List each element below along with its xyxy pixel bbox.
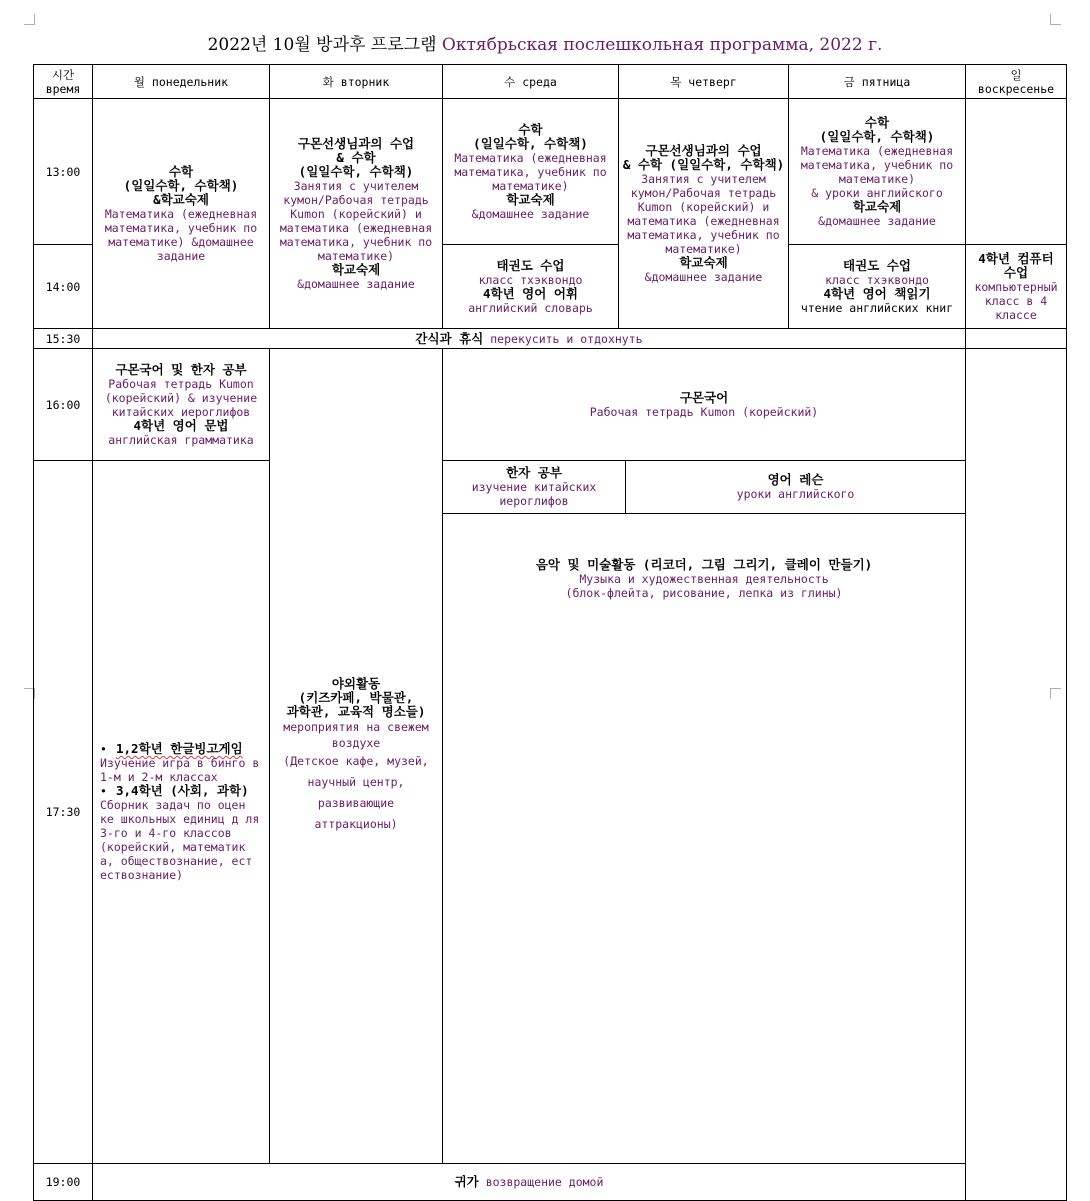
bingo-list <box>96 742 266 882</box>
inner-table <box>443 461 965 645</box>
row-1300 <box>34 99 1067 245</box>
header-thursday: 목 четверг <box>619 65 789 99</box>
cell-return-home: 귀가 возвращение домой <box>93 1164 966 1201</box>
document-title <box>0 30 1090 55</box>
title-korean: 2022년 10월 방과후 프로그램 <box>207 35 437 55</box>
row-1900 <box>34 1164 1067 1201</box>
cell-mon-bingo <box>93 461 270 1164</box>
row-1730 <box>34 461 1067 1164</box>
header-sunday: 일 воскресенье <box>966 65 1067 99</box>
row-1600 <box>34 349 1067 461</box>
cell-tue-outdoor: 야외활동 (키즈카페, 박물관, 과학관, 교육적 명소들) мероприятия на свежем воздухе (Детское кафе, музей, научный центр, развивающие аттракционы) <box>270 349 443 1164</box>
cell-sun-empty <box>966 349 1067 1201</box>
time-cell: 19:00 <box>34 1164 93 1201</box>
time-cell: 17:30 <box>34 461 93 1164</box>
cell-mon-math: 수학 (일일수학, 수학책) &학교숙제 Математика (ежедневная математика, учебник по математике) &домашнее задание <box>93 99 270 329</box>
page-corner-mark <box>24 14 35 25</box>
cell-sun-computer: 4학년 컴퓨터 수업 компьютерный класс в 4 классе <box>966 245 1067 329</box>
header-row <box>34 65 1067 99</box>
cell-wed-taekwondo: 태권도 수업 класс тхэквондо 4학년 영어 어휘 английский словарь <box>443 245 619 329</box>
cell-sun-empty <box>966 329 1067 349</box>
header-friday: 금 пятница <box>789 65 966 99</box>
time-cell: 13:00 <box>34 99 93 245</box>
cell-tue-kumon-math: 구몬선생님과의 수업 & 수학 (일일수학, 수학책) Занятия с учителем кумон/Рабочая тетрадь Kumon (корейский) и математика (ежедневная математика, учебник по математике) 학교숙제 &домашнее задание <box>270 99 443 329</box>
cell-wed-math: 수학 (일일수학, 수학책) Математика (ежедневная математика, учебник по математике) 학교숙제 &домашнее задание <box>443 99 619 245</box>
time-cell: 15:30 <box>34 329 93 349</box>
cell-thu-kumon-math: 구몬선생님과의 수업 & 수학 (일일수학, 수학책) Занятия с учителем кумон/Рабочая тетрадь Kumon (корейский) и математика (ежедневная математика, учебник по математике) 학교숙제 &домашнее задание <box>619 99 789 329</box>
page-corner-mark <box>1050 14 1061 25</box>
cell-kumon-korean: 구몬국어 Рабочая тетрадь Kumon (корейский) <box>443 349 966 461</box>
cell-wed-thu-combined <box>443 461 966 1164</box>
time-cell: 16:00 <box>34 349 93 461</box>
list-item: • 3,4학년 (사회, 과학) <box>100 783 249 798</box>
cell-wed-hanja: 한자 공부 изучение китайских иероглифов <box>443 461 626 513</box>
cell-fri-math: 수학 (일일수학, 수학책) Математика (ежедневная математика, учебник по математике) & уроки английского 학교숙제 &домашнее задание <box>789 99 966 245</box>
header-time: 시간 время <box>34 65 93 99</box>
cell-mon-kumon-hanja: 구몬국어 및 한자 공부 Рабочая тетрадь Kumon (корейский) & изучение китайских иероглифов 4학년 영어 문법 английская грамматика <box>93 349 270 461</box>
header-tuesday: 화 вторник <box>270 65 443 99</box>
cell-fri-taekwondo: 태권도 수업 класс тхэквондо 4학년 영어 책읽기 чтение английских книг <box>789 245 966 329</box>
title-russian: Октябрьская послешкольная программа, 2022 г. <box>441 35 883 55</box>
list-item: Сборник задач по оцен ке школьных единиц д ля 3-го и 4-го классов (корейский, математик а, обществознание, ест ествознание) <box>100 798 260 882</box>
cell-thu-english: 영어 레슨 уроки английского <box>626 461 966 513</box>
schedule-table <box>33 64 1067 1201</box>
header-wednesday: 수 среда <box>443 65 619 99</box>
list-item: Изучение игра в бинго в 1-м и 2-м классах <box>100 756 260 784</box>
header-monday: 월 понедельник <box>93 65 270 99</box>
cell-snack-break: 간식과 휴식 перекусить и отдохнуть <box>93 329 966 349</box>
cell-sun-empty <box>966 99 1067 245</box>
time-cell: 14:00 <box>34 245 93 329</box>
list-item: • 1,2학년 한글빙고게임 <box>100 741 243 756</box>
row-1530 <box>34 329 1067 349</box>
cell-music-art: 음악 및 미술활동 (리코더, 그림 그리기, 클레이 만들기) Музыка и художественная деятельность (блок-флейта, рисование, лепка из глины) <box>535 557 873 601</box>
